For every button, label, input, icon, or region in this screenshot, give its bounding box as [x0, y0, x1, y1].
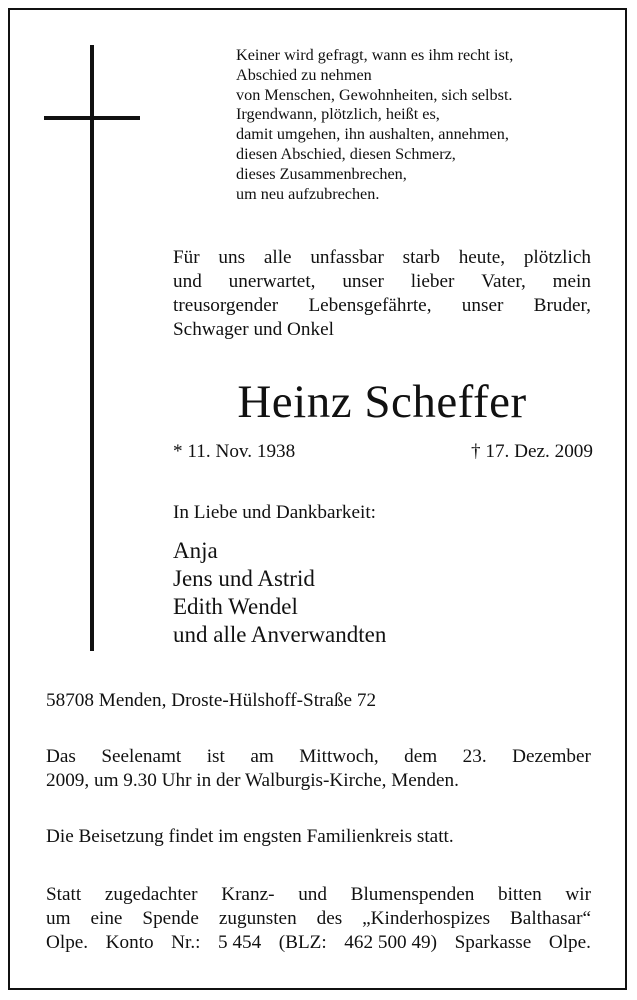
poem-line: Abschied zu nehmen [236, 65, 372, 84]
mourner: Edith Wendel [173, 594, 298, 619]
burial-info: Die Beisetzung findet im engsten Familienkreis statt. [46, 826, 454, 847]
birth-date: * 11. Nov. 1938 [173, 441, 296, 462]
poem-line: um neu aufzubrechen. [236, 184, 380, 203]
donation-line-2: um eine Spende zugunsten des „Kinderhospizes Balthasar“ [46, 908, 591, 929]
deceased-name: Heinz Scheffer [237, 376, 527, 428]
donation-info [46, 883, 591, 955]
donation-line-3: Olpe. Konto Nr.: 5 454 (BLZ: 462 500 49) Sparkasse Olpe. [46, 932, 591, 953]
address: 58708 Menden, Droste-Hülshoff-Straße 72 [46, 690, 377, 711]
poem-line: Irgendwann, plötzlich, heißt es, [236, 105, 440, 124]
service-info [46, 745, 591, 793]
service-line-1: Das Seelenamt ist am Mittwoch, dem 23. Dezember [46, 746, 591, 767]
poem [236, 46, 596, 204]
life-dates [173, 440, 593, 464]
announcement-text [173, 246, 591, 342]
service-line-2: 2009, um 9.30 Uhr in der Walburgis-Kirche, Menden. [46, 770, 459, 791]
poem-line: damit umgehen, ihn aushalten, annehmen, [236, 125, 509, 144]
poem-line: Keiner wird gefragt, wann es ihm recht ist, [236, 46, 514, 64]
announcement-line-1: Für uns alle unfassbar starb heute, plötzlich [173, 247, 591, 268]
poem-line: von Menschen, Gewohnheiten, sich selbst. [236, 85, 513, 104]
mourner: und alle Anverwandten [173, 622, 387, 647]
mourners-list [173, 537, 386, 649]
death-date: † 17. Dez. 2009 [470, 441, 593, 462]
donation-line-1: Statt zugedachter Kranz- und Blumenspenden bitten wir [46, 884, 591, 905]
cross-icon-bar [44, 116, 140, 120]
mourner: Anja [173, 538, 218, 563]
poem-line: diesen Abschied, diesen Schmerz, [236, 144, 456, 163]
mourner: Jens und Astrid [173, 566, 315, 591]
announcement-line-3: treusorgender Lebensgefährte, unser Bruder, [173, 295, 591, 316]
announcement-line-2: und unerwartet, unser lieber Vater, mein [173, 271, 591, 292]
announcement-line-4: Schwager und Onkel [173, 319, 334, 340]
cross-icon [90, 45, 94, 651]
thanks-line: In Liebe und Dankbarkeit: [173, 502, 376, 523]
poem-line: dieses Zusammenbrechen, [236, 164, 407, 183]
